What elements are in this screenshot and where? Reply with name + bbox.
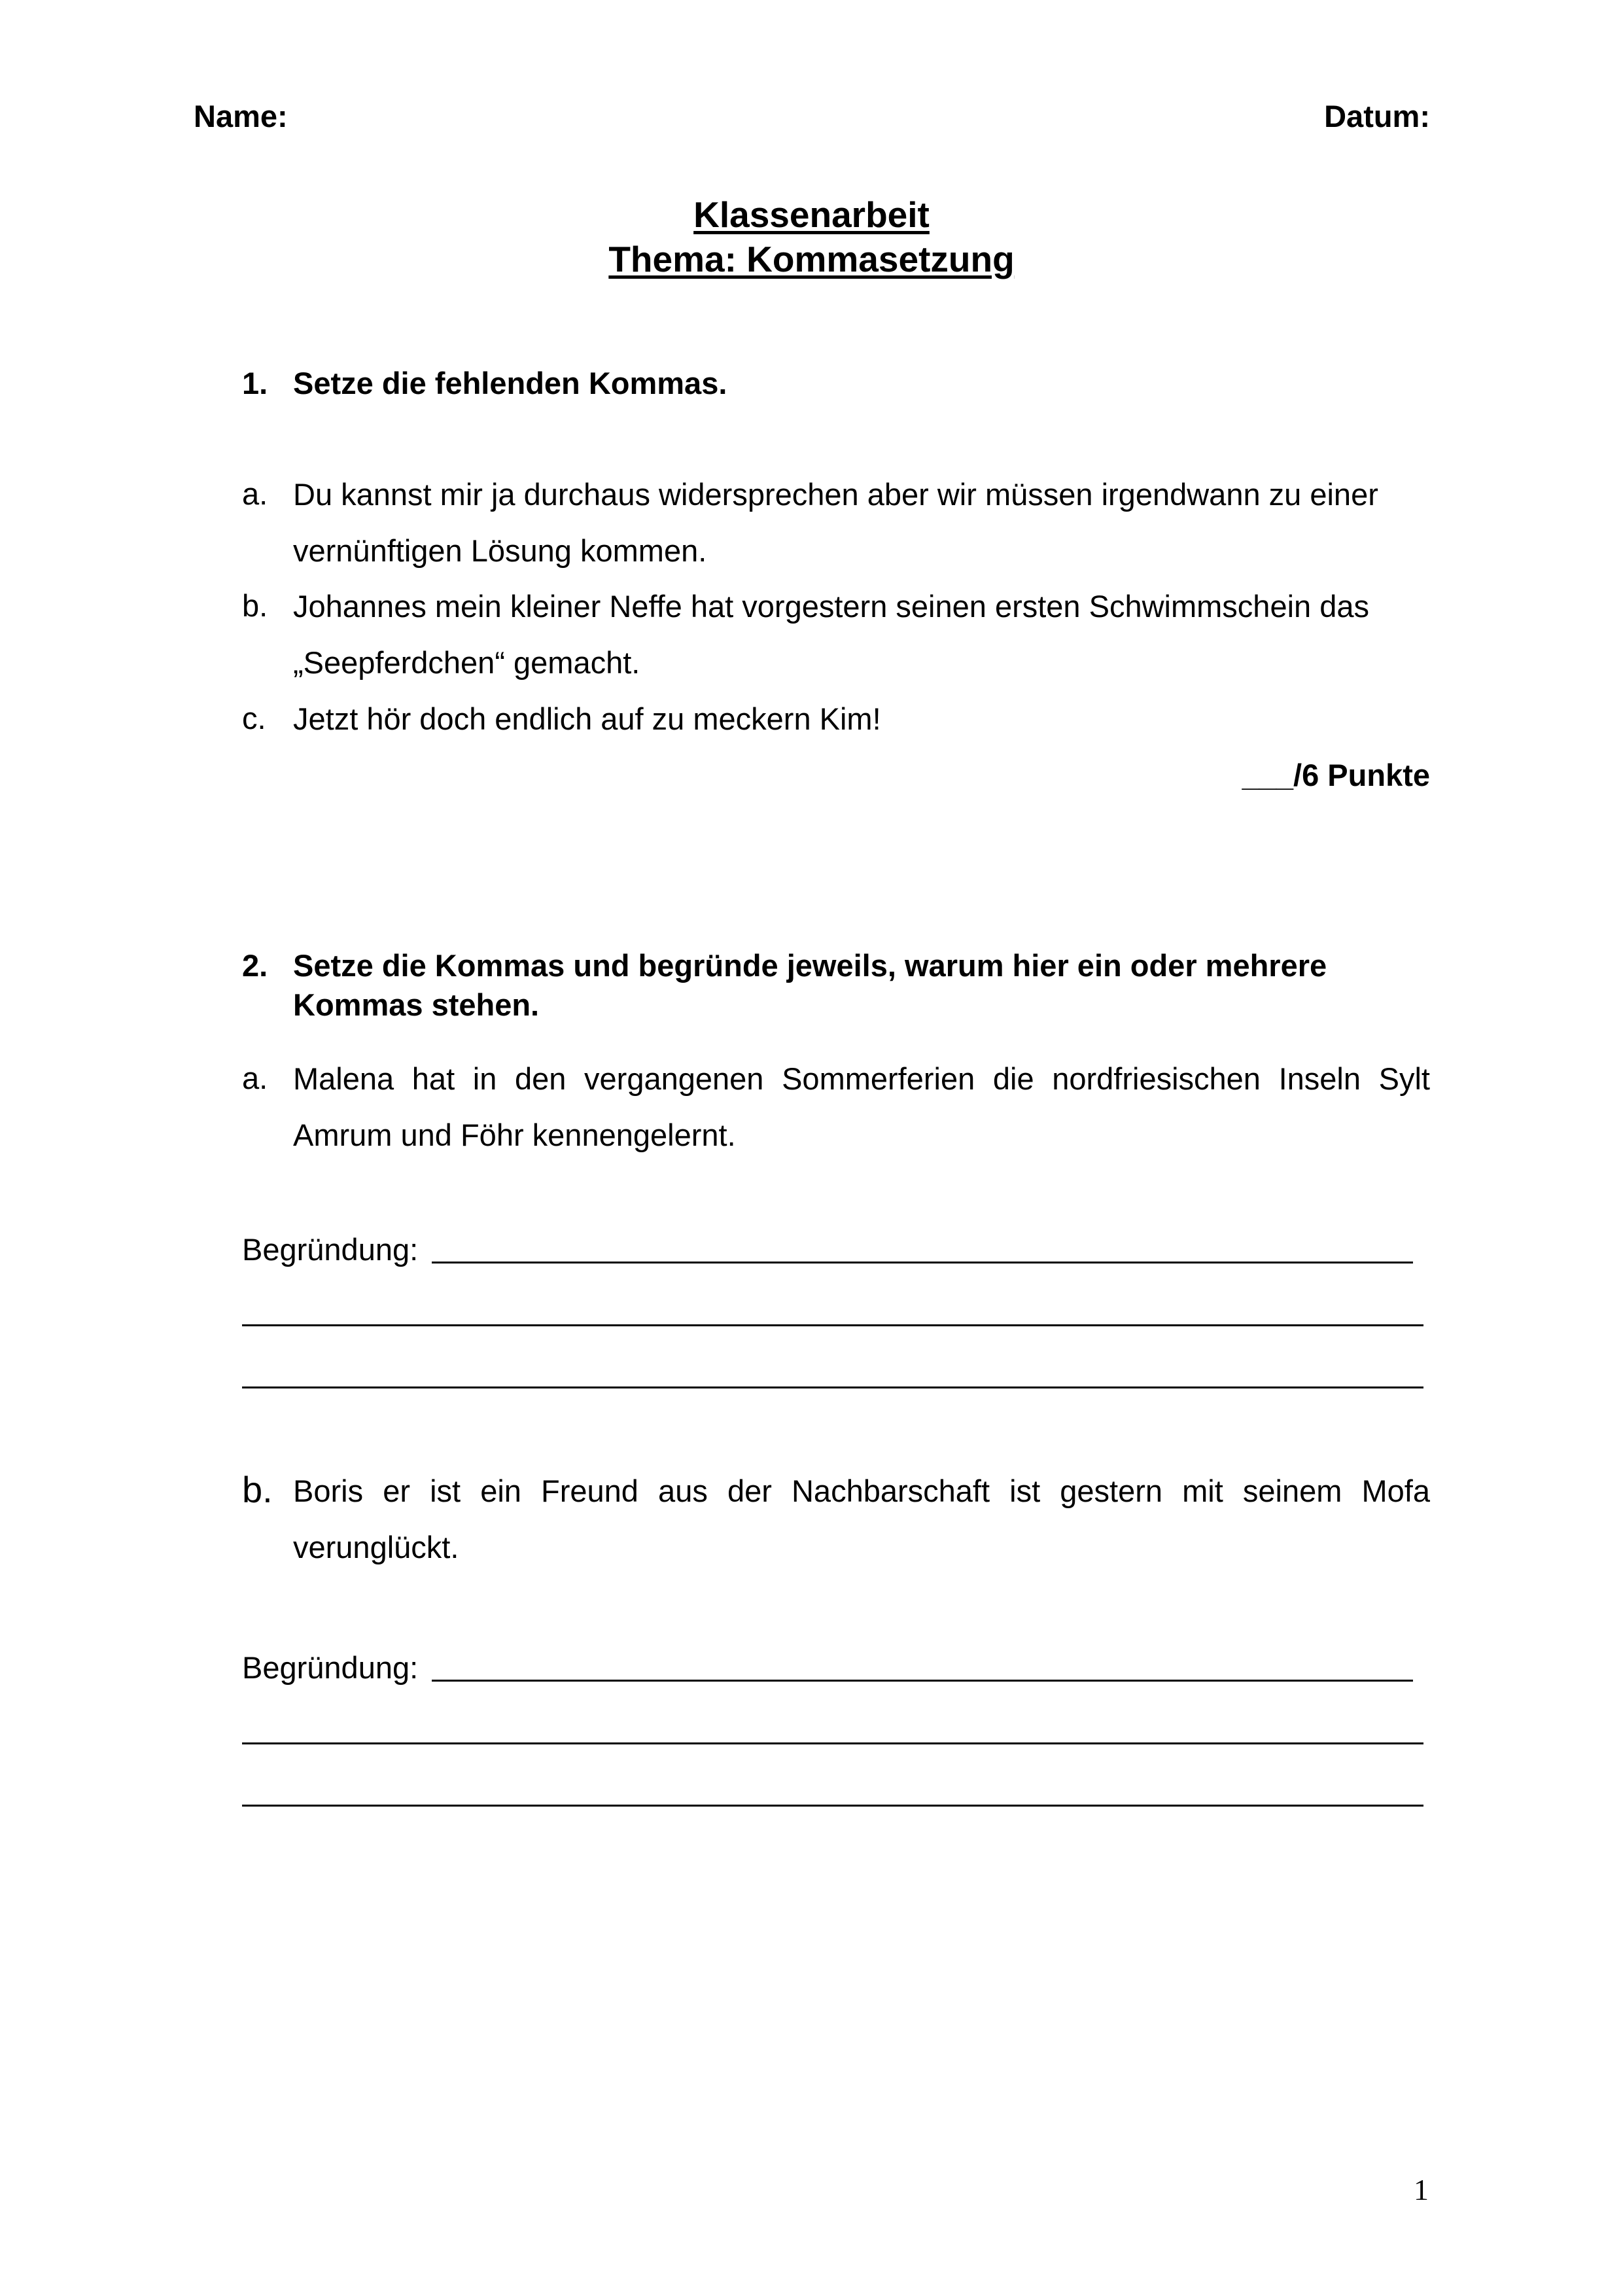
task-1-heading-text: Setze die fehlenden Kommas. bbox=[293, 366, 727, 400]
reason-answer-line[interactable] bbox=[242, 1805, 1423, 1807]
date-label: Datum: bbox=[1324, 99, 1430, 133]
reason-answer-line[interactable] bbox=[432, 1262, 1413, 1263]
task-1-item-b-letter: b. bbox=[242, 588, 268, 623]
task-1-score: ___/6 Punkte bbox=[1242, 758, 1430, 792]
document-title: Klassenarbeit bbox=[693, 194, 930, 235]
name-label: Name: bbox=[194, 99, 288, 133]
page-number: 1 bbox=[1414, 2173, 1429, 2206]
task-2-number: 2. bbox=[242, 948, 268, 983]
task-1-number: 1. bbox=[242, 366, 268, 400]
task-2-item-b-reason-label: Begründung: bbox=[242, 1650, 419, 1685]
reason-answer-line[interactable] bbox=[432, 1680, 1413, 1682]
task-2-heading-line2: Kommas stehen. bbox=[293, 987, 540, 1022]
document-subtitle: Thema: Kommasetzung bbox=[608, 239, 1015, 279]
task-2-item-a-reason-label: Begründung: bbox=[242, 1232, 419, 1267]
task-2-item-b-letter: b. bbox=[242, 1469, 273, 1510]
task-1-item-a-letter: a. bbox=[242, 476, 268, 511]
task-1-item-c-text: Jetzt hör doch endlich auf zu meckern Kim! bbox=[293, 701, 881, 736]
task-1-item-b-text: Johannes mein kleiner Neffe hat vorgestern seinen ersten Schwimmschein das „Seepferdchen“ gemacht. bbox=[293, 589, 1369, 680]
reason-answer-line[interactable] bbox=[242, 1742, 1423, 1744]
reason-answer-line[interactable] bbox=[242, 1324, 1423, 1326]
task-1-item-c-letter: c. bbox=[242, 701, 266, 735]
task-2-item-b-text: Boris er ist ein Freund aus der Nachbarschaft ist gestern mit seinem Mofa verunglückt. bbox=[293, 1474, 1430, 1564]
task-2-item-a-text: Malena hat in den vergangenen Sommerferien die nordfriesischen Inseln Sylt Amrum und Föhr kennengelernt. bbox=[293, 1061, 1430, 1152]
task-2-heading-line1: Setze die Kommas und begründe jeweils, warum hier ein oder mehrere bbox=[293, 948, 1327, 983]
task-1-item-a-text: Du kannst mir ja durchaus widersprechen aber wir müssen irgendwann zu einer vernünftigen Lösung kommen. bbox=[293, 477, 1378, 568]
task-2-item-a-letter: a. bbox=[242, 1061, 268, 1095]
reason-answer-line[interactable] bbox=[242, 1386, 1423, 1388]
